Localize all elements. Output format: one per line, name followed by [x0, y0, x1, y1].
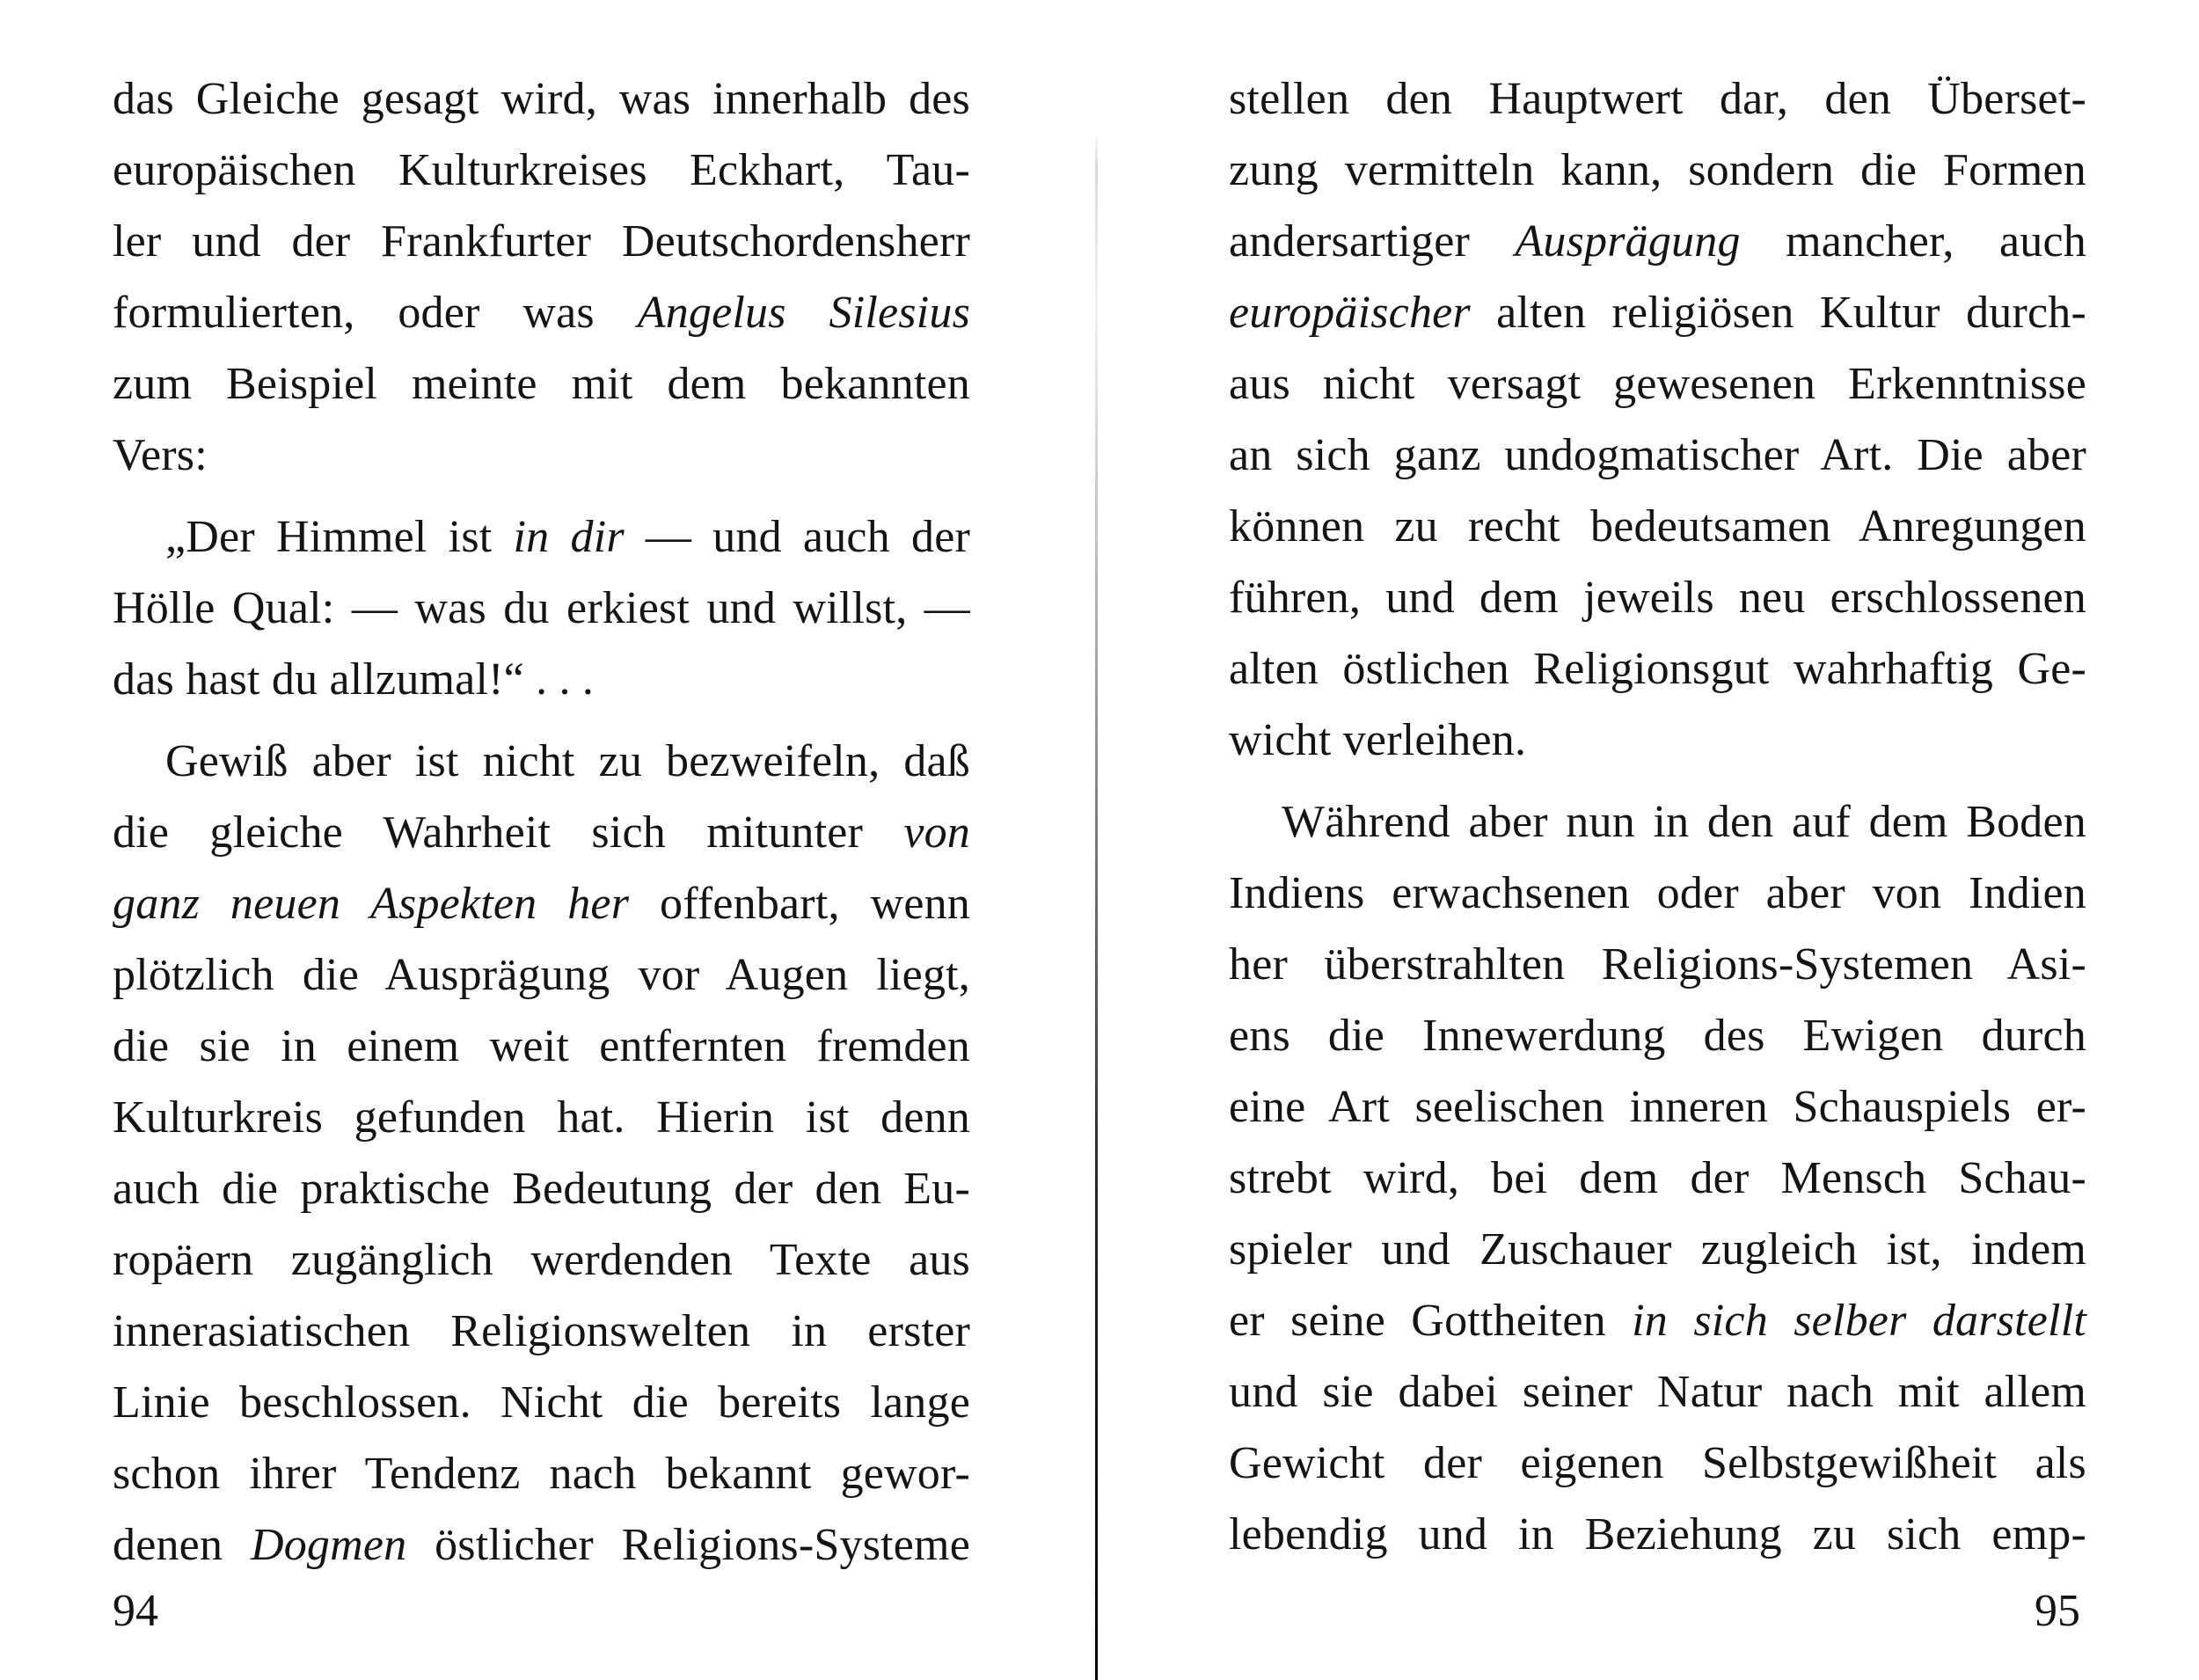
- text-segment: Indiens erwachsenen oder aber von Indien: [1229, 868, 2086, 918]
- text-line: [113, 1224, 970, 1296]
- paragraph-gap: [1229, 776, 2086, 786]
- text-segment: führen, und dem jeweils neu erschlossenen: [1229, 573, 2086, 623]
- text-line: [1229, 1356, 2086, 1428]
- text-segment: — und auch der: [624, 512, 970, 562]
- text-segment: ropäern zugänglich werdenden Texte aus: [113, 1235, 970, 1285]
- text-line: [113, 1296, 970, 1367]
- text-line: [113, 1153, 970, 1224]
- text-segment: „Der Himmel ist: [165, 512, 514, 562]
- text-segment: zum Beispiel meinte mit dem bekannten: [113, 359, 970, 409]
- text-segment: die sie in einem weit entfernten fremden: [113, 1021, 970, 1071]
- text-segment: wicht verleihen.: [1229, 715, 1527, 765]
- text-segment: Kulturkreis gefunden hat. Hierin ist denn: [113, 1092, 970, 1143]
- text-line: [1229, 705, 2086, 776]
- text-segment: schon ihrer Tendenz nach bekannt gewor-: [113, 1449, 970, 1499]
- text-segment: die gleiche Wahrheit sich mitunter: [113, 807, 904, 858]
- text-line: [113, 644, 970, 715]
- text-line: [1229, 1285, 2086, 1356]
- text-segment: Linie beschlossen. Nicht die bereits lange: [113, 1377, 970, 1428]
- text-line: [1229, 63, 2086, 135]
- text-segment: das hast du allzumal!“ . . .: [113, 654, 595, 705]
- text-line: [1229, 1214, 2086, 1285]
- text-segment: ler und der Frankfurter Deutschordensherr: [113, 216, 970, 267]
- text-line: [1229, 420, 2086, 491]
- text-line: [1229, 277, 2086, 348]
- text-line: [1229, 562, 2086, 633]
- right-page-number: 95: [2035, 1586, 2080, 1636]
- text-line: [1229, 1143, 2086, 1214]
- text-segment: stellen den Hauptwert dar, den Überset-: [1229, 74, 2086, 124]
- text-segment: aus nicht versagt gewesenen Erkenntnisse: [1229, 359, 2086, 409]
- paragraph-gap: [113, 715, 970, 726]
- text-segment: her überstrahlten Religions-Systemen Asi-: [1229, 939, 2086, 990]
- text-segment: östlicher Religions-Systeme: [406, 1520, 970, 1570]
- text-line: [1229, 1499, 2086, 1570]
- italic-text-segment: Angelus Silesius: [637, 288, 971, 338]
- italic-text-segment: in dir: [513, 512, 625, 562]
- text-segment: an sich ganz undogmatischer Art. Die aber: [1229, 430, 2086, 480]
- text-line: [113, 63, 970, 135]
- text-line: [113, 1011, 970, 1082]
- text-segment: alten religiösen Kultur durch-: [1470, 288, 2086, 338]
- text-line: [113, 573, 970, 644]
- text-line: [1229, 491, 2086, 562]
- text-line: [113, 939, 970, 1011]
- text-line: [113, 1082, 970, 1153]
- text-line: [1229, 1428, 2086, 1499]
- text-line: [113, 277, 970, 348]
- italic-text-segment: Dogmen: [250, 1520, 407, 1570]
- text-line: [113, 726, 970, 797]
- left-page: [0, 0, 1095, 1680]
- right-page: [1095, 0, 2199, 1680]
- text-segment: andersartiger: [1229, 216, 1516, 267]
- text-segment: ens die Innewerdung des Ewigen durch: [1229, 1011, 2086, 1061]
- text-line: [1229, 135, 2086, 206]
- text-line: [1229, 1000, 2086, 1071]
- text-line: [113, 868, 970, 939]
- text-segment: können zu recht bedeutsamen Anregungen: [1229, 501, 2086, 551]
- text-segment: offenbart, wenn: [629, 879, 970, 929]
- text-segment: formulierten, oder was: [113, 288, 638, 338]
- right-page-body-text: [1229, 63, 2086, 1570]
- text-line: [1229, 633, 2086, 705]
- text-line: [1229, 858, 2086, 929]
- text-line: [113, 1438, 970, 1509]
- text-segment: Gewiß aber ist nicht zu bezweifeln, daß: [165, 736, 970, 786]
- text-line: [1229, 786, 2086, 858]
- text-segment: mancher, auch: [1740, 216, 2086, 267]
- left-page-body-text: [113, 63, 970, 1581]
- text-line: [1229, 348, 2086, 420]
- text-line: [113, 797, 970, 868]
- text-segment: innerasiatischen Religionswelten in erster: [113, 1306, 970, 1356]
- text-segment: Vers:: [113, 430, 208, 480]
- left-page-number: 94: [113, 1586, 158, 1636]
- italic-text-segment: Ausprägung: [1515, 216, 1741, 267]
- text-segment: Während aber nun in den auf dem Boden: [1282, 797, 2086, 847]
- text-line: [113, 206, 970, 277]
- text-line: [113, 135, 970, 206]
- text-segment: auch die praktische Bedeutung der den Eu-: [113, 1164, 970, 1214]
- paragraph-gap: [113, 491, 970, 501]
- text-segment: denen: [113, 1520, 251, 1570]
- text-segment: strebt wird, bei dem der Mensch Schau-: [1229, 1153, 2086, 1203]
- text-line: [113, 420, 970, 491]
- text-segment: alten östlichen Religionsgut wahrhaftig Ge-: [1229, 644, 2086, 694]
- text-segment: lebendig und in Beziehung zu sich emp-: [1229, 1509, 2086, 1559]
- text-line: [113, 1367, 970, 1438]
- text-segment: europäischen Kulturkreises Eckhart, Tau-: [113, 145, 970, 195]
- text-line: [113, 348, 970, 420]
- text-segment: das Gleiche gesagt wird, was innerhalb des: [113, 74, 970, 124]
- text-segment: Gewicht der eigenen Selbstgewißheit als: [1229, 1438, 2086, 1488]
- italic-text-segment: in sich selber darstellt: [1632, 1296, 2086, 1346]
- text-segment: er seine Gottheiten: [1229, 1296, 1633, 1346]
- text-segment: und sie dabei seiner Natur nach mit allem: [1229, 1367, 2086, 1417]
- italic-text-segment: europäischer: [1229, 288, 1471, 338]
- text-line: [1229, 1071, 2086, 1143]
- text-segment: plötzlich die Ausprägung vor Augen liegt,: [113, 950, 970, 1000]
- text-line: [113, 1509, 970, 1581]
- italic-text-segment: ganz neuen Aspekten her: [113, 879, 630, 929]
- text-segment: spieler und Zuschauer zugleich ist, indem: [1229, 1224, 2086, 1275]
- text-segment: zung vermitteln kann, sondern die Formen: [1229, 145, 2086, 195]
- italic-text-segment: von: [903, 807, 970, 858]
- text-segment: eine Art seelischen inneren Schauspiels er-: [1229, 1082, 2086, 1132]
- text-line: [1229, 929, 2086, 1000]
- text-line: [1229, 206, 2086, 277]
- text-line: [113, 501, 970, 573]
- text-segment: Hölle Qual: — was du erkiest und willst, —: [113, 583, 970, 633]
